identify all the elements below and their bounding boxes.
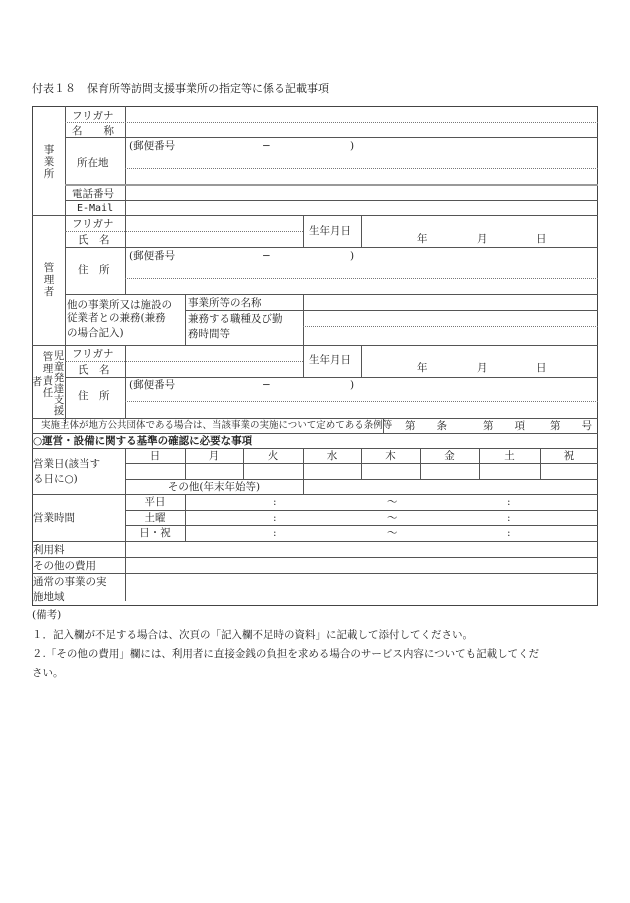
hours-colon1: :: [273, 496, 277, 508]
other-days-field[interactable]: [304, 480, 596, 493]
manager-name-field[interactable]: [126, 232, 302, 246]
row-divider: [32, 448, 598, 449]
day-header-6: 土: [504, 450, 515, 462]
day-check-cell[interactable]: [186, 464, 242, 478]
hours-colon1: :: [273, 527, 277, 539]
office-phone-label: 電話番号: [72, 188, 114, 200]
ordinance-article: 第 条: [405, 420, 447, 432]
row-divider: [185, 310, 598, 311]
dotted-divider: [303, 326, 598, 327]
row-divider: [125, 463, 598, 464]
office-section-label: 事業所: [43, 144, 55, 180]
notes-heading: (備考): [32, 609, 62, 621]
office-furigana-field[interactable]: [126, 108, 596, 121]
row-divider: [32, 573, 598, 574]
day-header-1: 月: [208, 450, 220, 462]
other-days-label: その他(年末年始等): [167, 481, 261, 493]
dsm-birth-month: 月: [477, 362, 488, 374]
hours-colon2: :: [507, 527, 511, 539]
office-email-label: E-Mail: [77, 203, 114, 214]
dsm-name-field[interactable]: [126, 362, 302, 376]
dsm-section-label-col1: 者: [31, 376, 43, 388]
hours-colon2: :: [507, 496, 511, 508]
hours-input-field[interactable]: [186, 526, 596, 540]
row-divider: [65, 247, 598, 248]
manager-birthdate-label: 生年月日: [309, 225, 351, 237]
service-area-label-1: 通常の事業の実: [33, 576, 107, 588]
standards-section-header: ○運営・設備に関する基準の確認に必要な事項: [33, 435, 253, 447]
business-hours-label: 営業時間: [33, 512, 75, 524]
dsm-furigana-field[interactable]: [126, 347, 302, 360]
dotted-divider: [125, 168, 598, 169]
day-check-cell[interactable]: [421, 464, 478, 478]
hours-colon1: :: [273, 512, 277, 524]
manager-birth-day: 日: [536, 233, 547, 245]
office-name-label: 名 称: [72, 125, 114, 137]
dsm-section-label-col2: 管理責任: [42, 351, 54, 399]
row-divider: [32, 433, 598, 434]
dotted-divider: [125, 278, 598, 279]
concurrent-job-field-1[interactable]: [304, 312, 596, 325]
row-divider: [65, 137, 598, 138]
dsm-birthdate-label: 生年月日: [309, 354, 351, 366]
concurrent-job-label-1: 兼務する職種及び勤: [188, 313, 283, 325]
usage-fee-field[interactable]: [126, 543, 596, 556]
manager-address-label: 住 所: [78, 264, 110, 276]
other-costs-field[interactable]: [126, 559, 596, 572]
row-divider: [65, 200, 598, 201]
office-postal-field[interactable]: [126, 152, 596, 162]
row-divider: [65, 377, 598, 378]
row-divider: [32, 541, 598, 542]
manager-section-label: 管理者: [43, 262, 55, 298]
manager-birth-month: 月: [477, 233, 488, 245]
dsm-address-field[interactable]: [126, 403, 596, 416]
usage-fee-label: 利用料: [33, 544, 65, 556]
day-check-cell[interactable]: [244, 464, 302, 478]
dsm-address-label: 住 所: [78, 390, 110, 402]
section-divider-line: [32, 215, 598, 216]
manager-concurrent-label-3: の場合記入): [67, 327, 124, 339]
dsm-postal-suffix: ): [350, 379, 355, 391]
hours-row-label: 土曜: [144, 512, 166, 524]
day-header-7: 祝: [563, 450, 575, 462]
row-divider: [125, 510, 598, 511]
office-phone-field[interactable]: [126, 186, 596, 199]
dsm-postal-dash: −: [262, 379, 271, 391]
office-postal-prefix: (郵便番号: [129, 140, 176, 152]
day-header-4: 木: [385, 450, 396, 462]
concurrent-office-name-field[interactable]: [304, 296, 596, 309]
dsm-section-label-col3: 児童発達支援: [53, 350, 65, 417]
hours-tilde: 〜: [387, 496, 398, 508]
business-days-label-2: る日に○): [33, 473, 78, 485]
row-divider: [125, 525, 598, 526]
manager-name-label: 氏 名: [78, 234, 110, 246]
manager-furigana-field[interactable]: [126, 217, 302, 230]
office-address-field[interactable]: [126, 170, 596, 183]
ordinance-item: 第 号: [550, 420, 592, 432]
day-check-cell[interactable]: [126, 464, 184, 478]
row-divider: [32, 557, 598, 558]
day-header-5: 金: [444, 450, 455, 462]
day-check-cell[interactable]: [541, 464, 597, 478]
manager-birth-year: 年: [417, 233, 428, 245]
day-header-2: 火: [267, 450, 279, 462]
office-email-field[interactable]: [126, 202, 596, 214]
service-area-field[interactable]: [126, 575, 596, 600]
note-item-1: １．記入欄が不足する場合は、次頁の「記入欄不足時の資料」に記載して添付してください。: [32, 629, 473, 641]
cell-divider: [303, 345, 304, 377]
cell-divider: [185, 294, 186, 345]
manager-postal-dash: −: [262, 250, 271, 262]
manager-postal-suffix: ): [350, 250, 355, 262]
concurrent-office-name-label: 事業所等の名称: [188, 297, 262, 309]
row-divider: [65, 294, 598, 295]
dsm-birth-day: 日: [536, 362, 547, 374]
note-item-3: さい。: [32, 667, 64, 679]
office-address-label: 所在地: [77, 157, 109, 169]
hours-tilde: 〜: [387, 512, 398, 524]
dsm-postal-field[interactable]: [126, 390, 596, 399]
dsm-postal-prefix: (郵便番号: [129, 379, 176, 391]
other-costs-label: その他の費用: [33, 560, 96, 572]
day-check-cell[interactable]: [362, 464, 419, 478]
office-name-field[interactable]: [126, 123, 596, 136]
section-divider-line: [32, 345, 598, 346]
service-area-label-2: 施地域: [33, 591, 65, 603]
dsm-birth-year: 年: [417, 362, 428, 374]
dsm-name-label: 氏 名: [78, 364, 110, 376]
dotted-divider: [125, 401, 598, 402]
manager-concurrent-label-2: 従業者との兼務(兼務: [67, 312, 166, 324]
note-item-2: ２.「その他の費用」欄には、利用者に直接金銭の負担を求める場合のサービス内容についても記載してくだ: [32, 648, 540, 660]
hours-input-field[interactable]: [186, 495, 596, 509]
day-check-cell[interactable]: [304, 464, 360, 478]
ordinance-paragraph: 第 項: [483, 420, 525, 432]
day-header-3: 水: [326, 450, 338, 462]
manager-address-field[interactable]: [126, 280, 596, 292]
form-title: 付表１８ 保育所等訪問支援事業所の指定等に係る記載事項: [32, 82, 329, 95]
manager-postal-prefix: (郵便番号: [129, 250, 176, 262]
hours-row-label: 日・祝: [139, 527, 171, 539]
concurrent-job-field-2[interactable]: [304, 328, 596, 343]
day-header-0: 日: [149, 450, 161, 462]
manager-concurrent-label-1: 他の事業所又は施設の: [67, 299, 172, 311]
concurrent-job-label-2: 務時間等: [188, 328, 230, 340]
day-check-cell[interactable]: [480, 464, 539, 478]
ordinance-label: 実施主体が地方公共団体である場合は、当該事業の実施について定めてある条例等: [41, 420, 393, 431]
hours-row-label: 平日: [144, 496, 166, 508]
manager-postal-field[interactable]: [126, 262, 596, 276]
business-days-label-1: 営業日(該当す: [33, 458, 101, 470]
office-postal-dash: −: [262, 140, 271, 152]
office-furigana-label: フリガナ: [72, 110, 114, 122]
hours-tilde: 〜: [387, 527, 398, 539]
hours-input-field[interactable]: [186, 511, 596, 525]
dsm-furigana-label: フリガナ: [72, 348, 114, 360]
manager-furigana-label: フリガナ: [72, 218, 114, 230]
hours-colon2: :: [507, 512, 511, 524]
cell-divider: [303, 215, 304, 247]
office-postal-suffix: ): [350, 140, 355, 152]
